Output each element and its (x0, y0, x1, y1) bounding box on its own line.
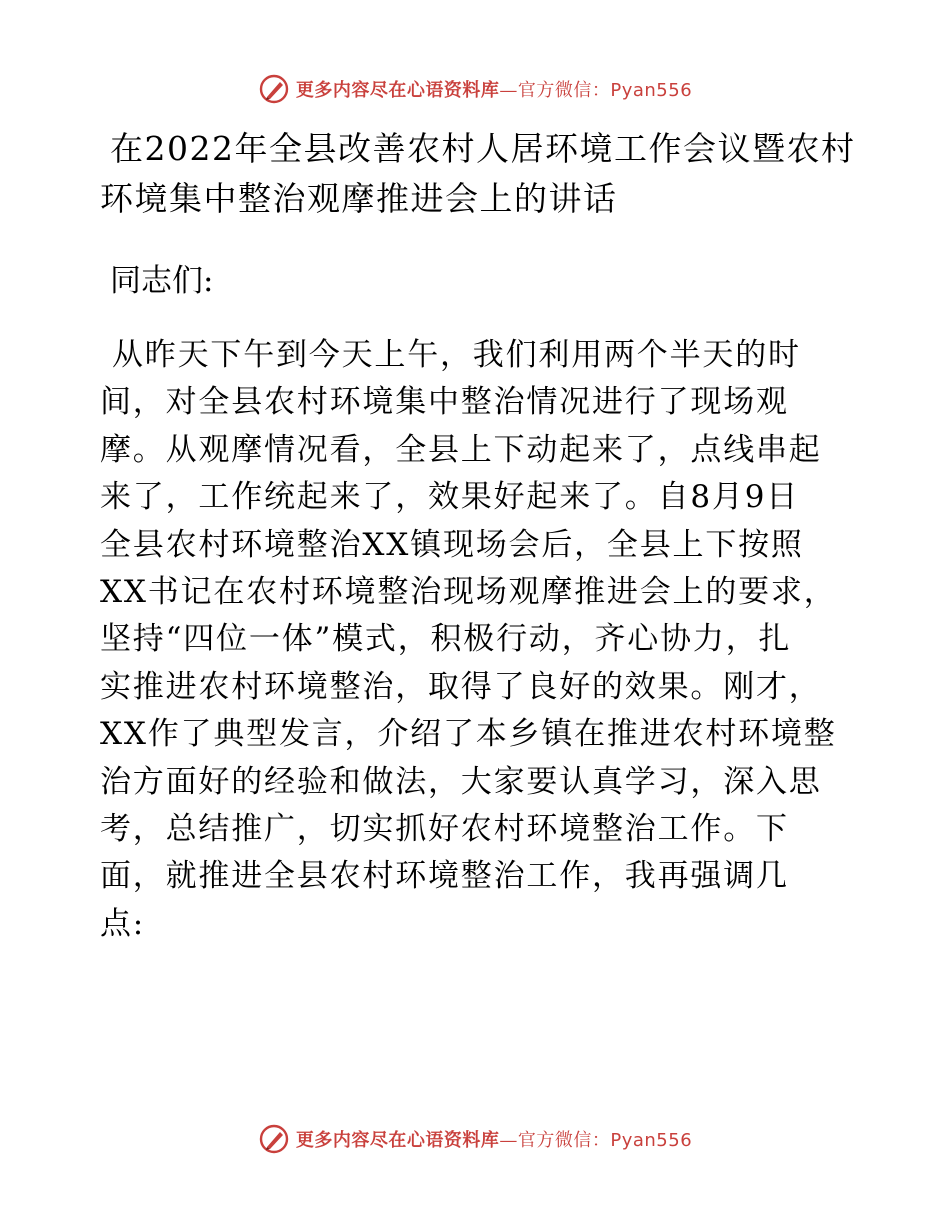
body-line: 坚持“四位一体”模式，积极行动，齐心协力，扎 (100, 621, 792, 658)
body-line: 来了，工作统起来了，效果好起来了。自8月9日 (100, 479, 800, 516)
document-title (100, 124, 860, 224)
body-line: 摩。从观摩情况看，全县上下动起来了，点线串起 (100, 431, 822, 468)
body-line: 点: (100, 905, 146, 942)
body-line: 从昨天下午到今天上午，我们利用两个半天的时 (112, 337, 801, 373)
body-line: 面，就推进全县农村环境整治工作，我再强调几 (100, 858, 789, 895)
header-watermark-banner (0, 72, 950, 106)
title-line-1: 在2022年全县改善农村人居环境工作会议暨农村 (110, 129, 856, 168)
body-line: 全县农村环境整治XX镇现场会后，全县上下按照 (100, 526, 804, 563)
body-line: 实推进农村环境整治，取得了良好的效果。刚才， (100, 668, 822, 705)
body-line: 间，对全县农村环境集中整治情况进行了现场观 (100, 384, 789, 421)
pen-logo-icon (258, 73, 290, 105)
body-paragraph (100, 332, 880, 948)
footer-watermark-banner (0, 1122, 950, 1156)
body-line: XX书记在农村环境整治现场观摩推进会上的要求， (100, 573, 837, 610)
salutation: 同志们: (110, 263, 214, 299)
pen-logo-icon (258, 1123, 290, 1155)
body-line: XX作了典型发言，介绍了本乡镇在推进农村环境整 (100, 716, 837, 753)
body-line: 治方面好的经验和做法，大家要认真学习，深入思 (100, 763, 822, 800)
title-line-2: 环境集中整治观摩推进会上的讲话 (100, 179, 618, 218)
watermark-text: 更多内容尽在心语资料库—官方微信：Pyan556 (295, 1130, 693, 1151)
watermark-text: 更多内容尽在心语资料库—官方微信：Pyan556 (295, 80, 693, 101)
body-line: 考，总结推广，切实抓好农村环境整治工作。下 (100, 810, 789, 847)
